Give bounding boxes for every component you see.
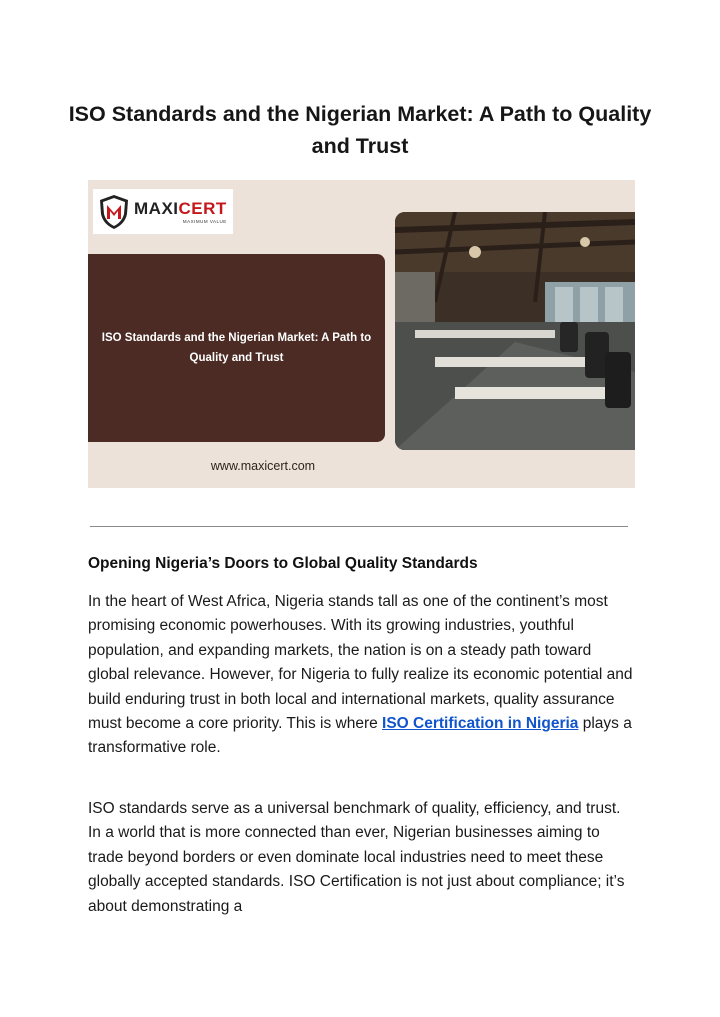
- header-banner-image: [88, 180, 635, 488]
- banner-title-card: [88, 254, 385, 442]
- banner-website-url: www.maxicert.com: [210, 459, 316, 473]
- office-photo: [395, 212, 635, 450]
- document-title: ISO Standards and the Nigerian Market: A Path to Quality and Trust: [68, 102, 652, 158]
- horizontal-divider: [90, 526, 628, 527]
- paragraph-1-text-end: plays a transformative role.: [88, 715, 632, 757]
- logo-text-maxi: MAXI: [134, 198, 179, 218]
- paragraph-1-text-start: In the heart of West Africa, Nigeria stands tall as one of the continent’s most promising economic powerhouses. With its growing industries, youthful population, and expanding markets, the nation is on a steady path toward global relevance. However, for Nigeria to fully realize its economic potential and build enduring trust in both local and international markets, quality assurance must become a core priority. This is where: [88, 593, 633, 733]
- logo-text-cert: CERT: [178, 198, 227, 218]
- section-heading: Opening Nigeria’s Doors to Global Quality Standards: [88, 555, 478, 572]
- shield-logo-icon: [98, 194, 130, 230]
- maxicert-logo: [93, 189, 233, 234]
- banner-title-text: ISO Standards and the Nigerian Market: A Path to Quality and Trust: [101, 332, 372, 364]
- iso-certification-nigeria-link[interactable]: ISO Certification in Nigeria: [382, 715, 579, 733]
- paragraph-1: [88, 590, 633, 761]
- logo-tagline: MAXIMUM VALUE: [182, 218, 227, 224]
- paragraph-2: ISO standards serve as a universal benchmark of quality, efficiency, and trust. In a world that is more connected than ever, Nigerian businesses aiming to trade beyond borders or even dominate local industries need to meet these globally accepted standards. ISO Certification is not just about compliance; it’s about demonstrating a: [88, 800, 625, 915]
